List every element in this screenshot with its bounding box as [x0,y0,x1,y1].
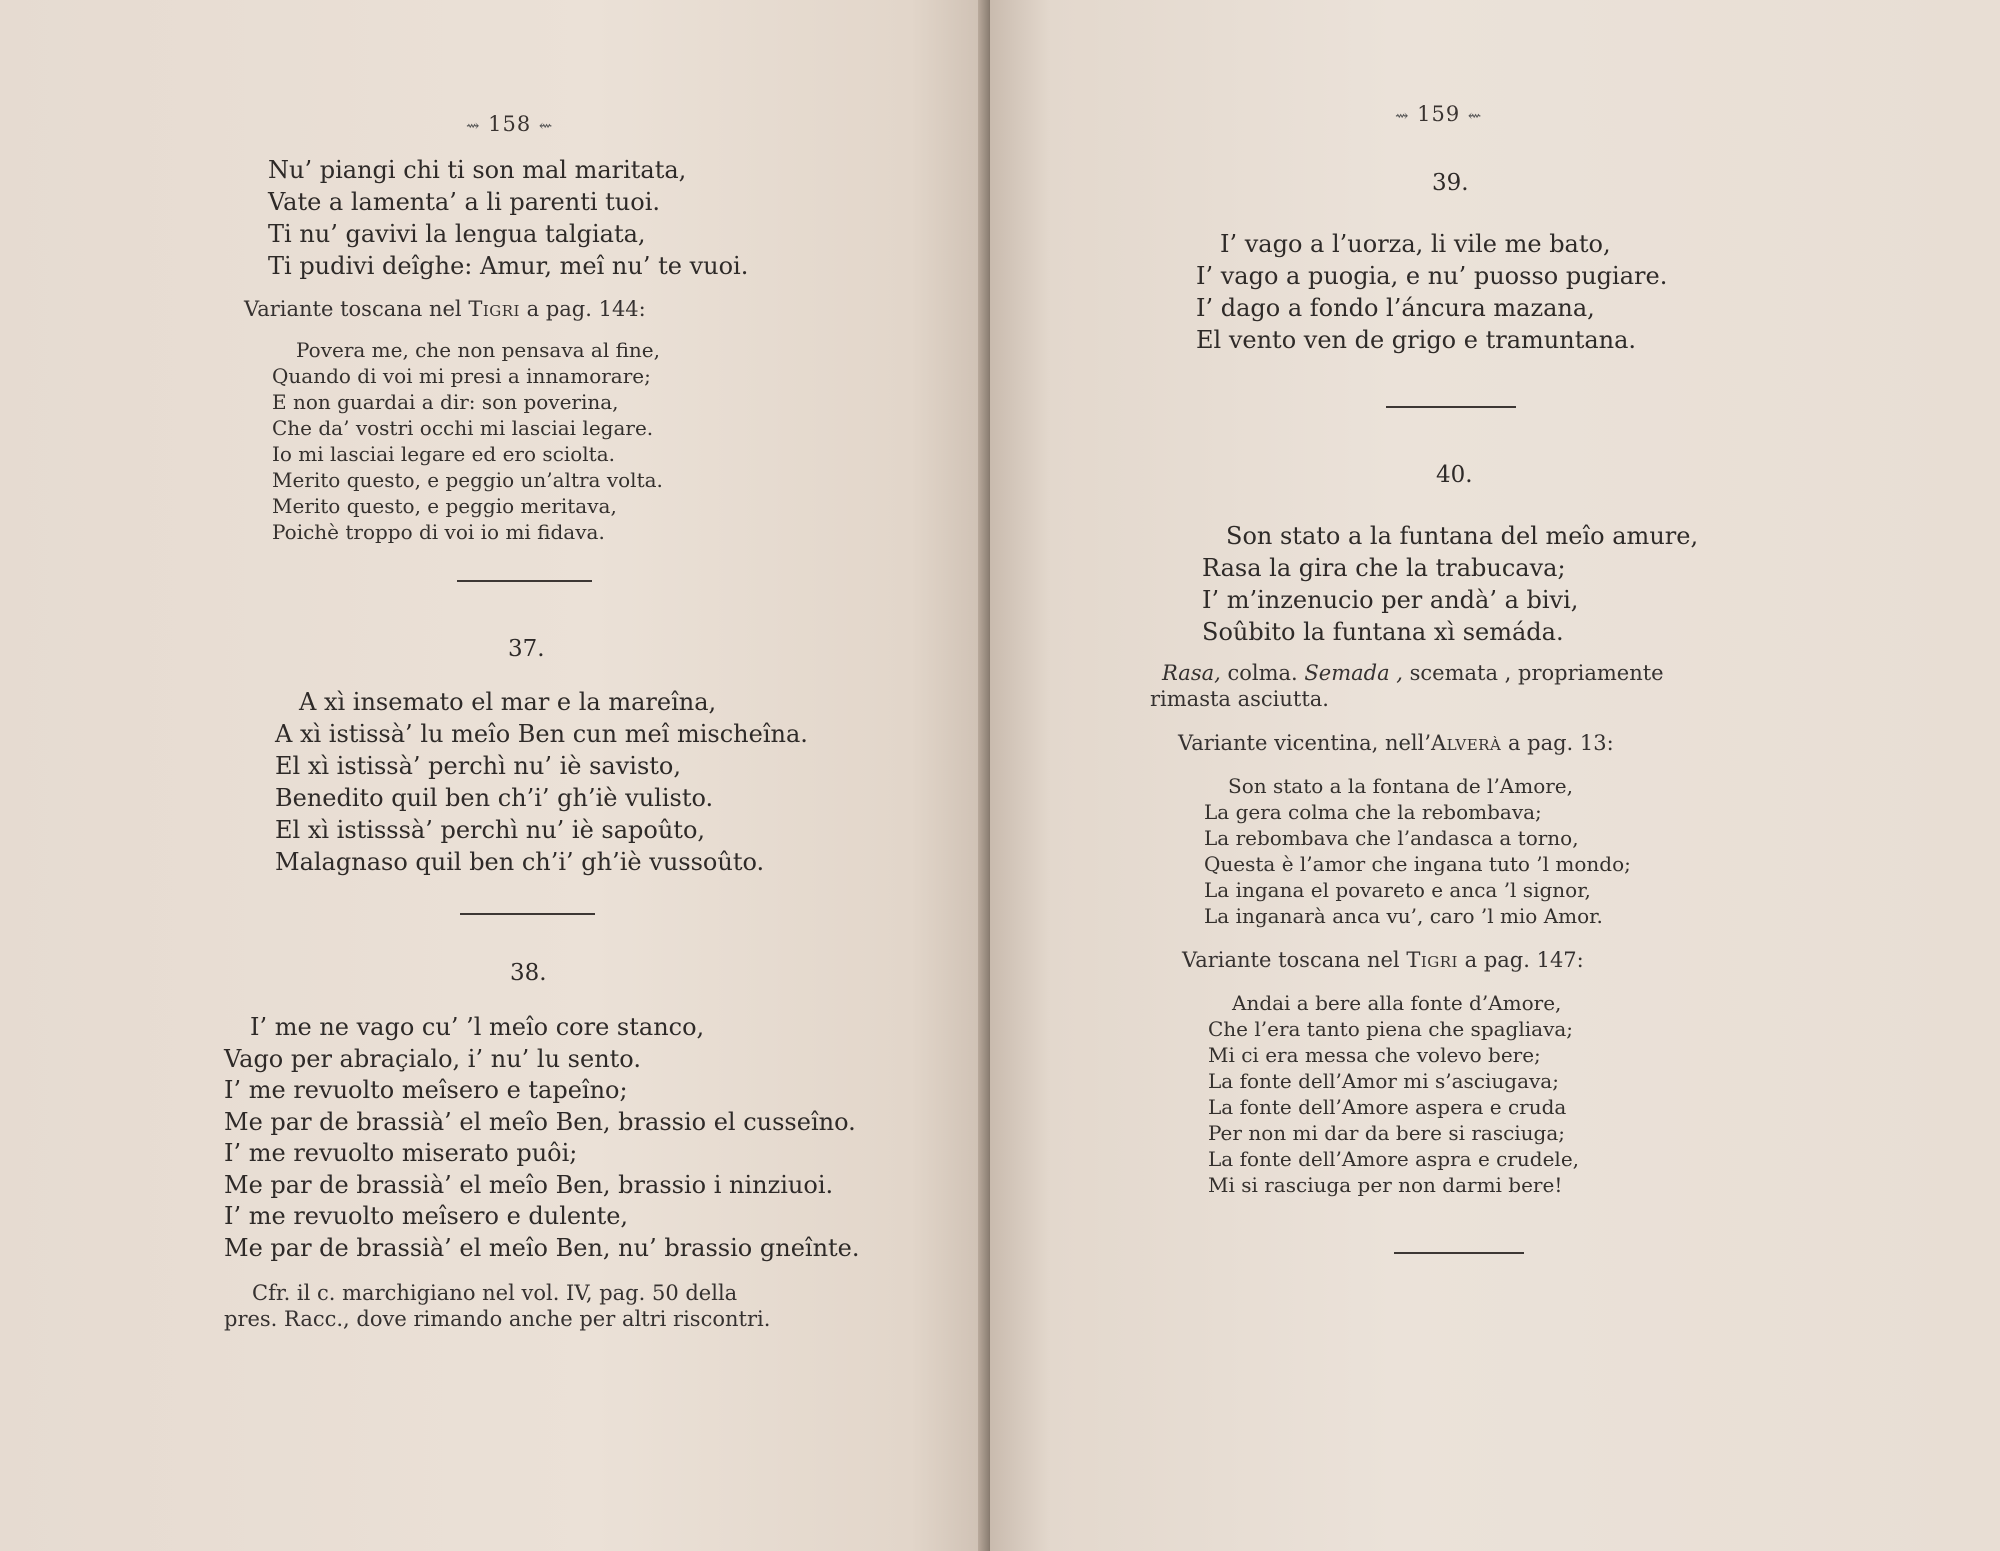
verse-line: Nu’ piangi chi ti son mal maritata, [268,156,687,184]
verse-line: A xì istissà’ lu meîo Ben cun meî mischeîna. [275,720,808,748]
note-line: pres. Racc., dove rimando anche per altri riscontri. [224,1307,771,1331]
folio-ornament-left: ⇝ [466,116,481,135]
page-number-left [466,112,553,136]
variant-quote-vicentine [1204,773,1631,929]
quote-line: Per non mi dar da bere si rasciuga; [1208,1121,1566,1145]
verse-line: Son stato a la funtana del meîo amure, [1226,522,1699,550]
left-page [0,0,990,1551]
folio-ornament-right: ⇜ [538,116,554,135]
variant-heading-alvera-13 [1178,730,1614,756]
variant-text: a pag. 13: [1501,731,1614,755]
stanza-36 [268,154,748,282]
stanza-number-39: 39. [1432,170,1469,196]
quote-line: La fonte dell’Amore aspera e cruda [1208,1095,1567,1119]
verse-line: Malagnaso quil ben ch’i’ gh’iè vussoûto. [275,848,765,876]
gloss-definition: scemata , propriamente [1402,661,1664,685]
quote-line: Andai a bere alla fonte d’Amore, [1232,991,1562,1015]
quote-line: Merito questo, e peggio meritava, [272,494,617,518]
stanza-number-37: 37. [508,636,545,662]
quote-line: Io mi lasciai legare ed ero sciolta. [272,442,615,466]
quote-line: Che da’ vostri occhi mi lasciai legare. [272,416,654,440]
verse-line: Ti nu’ gavivi la lengua talgiata, [268,220,646,248]
stanza-number-38: 38. [510,960,547,986]
verse-line: I’ me revuolto miserato puôi; [224,1139,578,1167]
quote-line: Merito questo, e peggio un’altra volta. [272,468,663,492]
gloss-term: Rasa, [1162,661,1221,685]
note-line: Cfr. il c. marchigiano nel vol. IV, pag. 50 della [252,1281,738,1305]
verse-line: El xì istissà’ perchì nu’ iè savisto, [275,752,681,780]
stanza-40 [1202,520,1698,648]
quote-line: La fonte dell’Amore aspra e crudele, [1208,1147,1580,1171]
section-divider [1386,406,1516,408]
verse-line: Me par de brassià’ el meîo Ben, brassio el cusseîno. [224,1107,856,1136]
variant-quote-tuscan [272,337,663,545]
quote-line: E non guardai a dir: son poverina, [272,390,619,414]
verse-line: Rasa la gira che la trabucava; [1202,554,1566,582]
quote-line: Son stato a la fontana de l’Amore, [1228,774,1573,798]
verse-line: I’ vago a puogia, e nu’ puosso pugiare. [1196,262,1668,290]
verse-line: I’ me ne vago cu’ ’l meîo core stanco, [250,1013,705,1041]
quote-line: La rebombava che l’andasca a torno, [1204,826,1579,850]
quote-line: Poichè troppo di voi io mi fidava. [272,520,605,544]
quote-line: Mi ci era messa che volevo bere; [1208,1043,1541,1067]
verse-line: Me par de brassià’ el meîo Ben, nu’ brassio gneînte. [224,1233,860,1262]
verse-line: El vento ven de grigo e tramuntana. [1196,326,1637,354]
section-divider [457,580,592,582]
quote-line: La ingana el povareto e anca ’l signor, [1204,878,1591,902]
variant-source: Tigri [468,297,520,321]
gloss-definition: colma. [1220,661,1305,685]
variant-text: Variante toscana nel [1182,948,1407,972]
verse-line: A xì insemato el mar e la mareîna, [299,688,717,716]
stanza-37 [275,686,808,878]
folio-ornament-right: ⇜ [1467,106,1483,125]
folio-number: 159 [1417,102,1461,126]
quote-line: La fonte dell’Amor mi s’asciugava; [1208,1069,1559,1093]
variant-heading-tigri-144 [244,296,646,322]
variant-source: Alverà [1431,731,1502,755]
gloss-note [1150,660,1664,712]
page-number-right [1395,102,1482,126]
quote-line: Mi si rasciuga per non darmi bere! [1208,1173,1563,1197]
variant-text: Variante toscana nel [244,297,469,321]
verse-line: I’ m’inzenucio per andà’ a bivi, [1202,586,1579,614]
quote-line: Che l’era tanto piena che spagliava; [1208,1017,1574,1041]
note-cfr [224,1280,770,1332]
section-divider [1394,1252,1524,1254]
quote-line: Quando di voi mi presi a innamorare; [272,364,651,388]
variant-quote-tuscan-147 [1208,990,1579,1198]
folio-number: 158 [488,112,532,136]
verse-line: Me par de brassià’ el meîo Ben, brassio i ninziuoi. [224,1170,834,1199]
verse-line: Soûbito la funtana xì semáda. [1202,618,1564,646]
verse-line: Vago per abraçialo, i’ nu’ lu sento. [224,1044,641,1073]
verse-line: I’ vago a l’uorza, li vile me bato, [1220,230,1611,258]
folio-ornament-left: ⇝ [1395,106,1410,125]
verse-line: Vate a lamenta’ a li parenti tuoi. [268,188,660,216]
variant-text: Variante vicentina, nell’ [1178,731,1432,755]
verse-line: Ti pudivi deîghe: Amur, meî nu’ te vuoi. [268,252,749,280]
quote-line: La gera colma che la rebombava; [1204,800,1542,824]
quote-line: La inganarà anca vu’, caro ’l mio Amor. [1204,904,1603,928]
verse-line: I’ me revuolto meîsero e tapeîno; [224,1076,628,1104]
gloss-term: Semada , [1304,661,1403,685]
gloss-line-1 [1150,660,1664,686]
quote-line: Questa è l’amor che ingana tuto ’l mondo; [1204,852,1631,876]
variant-text: a pag. 144: [519,297,646,321]
verse-line: I’ me revuolto meîsero e dulente, [224,1202,629,1230]
stanza-38 [224,1012,860,1264]
variant-heading-tigri-147 [1182,947,1584,973]
variant-text: a pag. 147: [1457,948,1584,972]
verse-line: El xì istisssà’ perchì nu’ iè sapoûto, [275,816,706,844]
stanza-39 [1196,228,1667,356]
quote-line: Povera me, che non pensava al fine, [296,338,660,362]
verse-line: Benedito quil ben ch’i’ gh’iè vulisto. [275,784,714,812]
variant-source: Tigri [1406,948,1458,972]
gloss-line-2: rimasta asciutta. [1150,687,1329,711]
right-page [990,0,2000,1551]
stanza-number-40: 40. [1436,462,1473,488]
verse-line: I’ dago a fondo l’áncura mazana, [1196,294,1595,322]
section-divider [460,913,595,915]
